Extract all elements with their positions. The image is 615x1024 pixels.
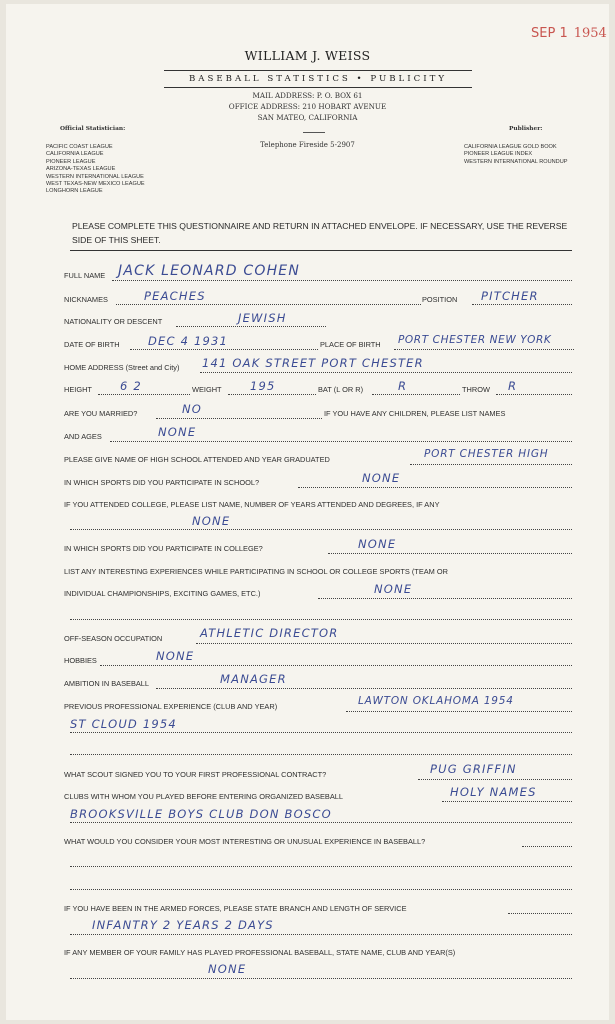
league-item: ARIZONA-TEXAS LEAGUE (46, 166, 116, 173)
label-off-season: OFF-SEASON OCCUPATION (64, 634, 163, 643)
letterhead-subtitle: BASEBALL STATISTICS • PUBLICITY (164, 70, 472, 88)
header-divider (303, 132, 325, 133)
label-height: HEIGHT (64, 385, 92, 394)
answer-prev-exp-2: ST CLOUD 1954 (70, 717, 177, 731)
answer-height: 6 2 (120, 379, 142, 393)
mail-address: MAIL ADDRESS: P. O. BOX 61 (252, 91, 363, 100)
answer-college-sports: NONE (358, 537, 397, 551)
answer-high-school: PORT CHESTER HIGH (424, 448, 549, 460)
league-item: LONGHORN LEAGUE (46, 188, 103, 195)
label-prev-exp: PREVIOUS PROFESSIONAL EXPERIENCE (CLUB AND YEAR) (64, 702, 278, 711)
answer-family: NONE (208, 962, 247, 976)
label-weight: WEIGHT (192, 385, 222, 394)
line-college (70, 529, 572, 530)
line-position (472, 304, 572, 305)
answer-dob: DEC 4 1931 (148, 334, 229, 348)
line-unusual-3 (70, 889, 572, 890)
line-bat (372, 394, 460, 395)
line-prev-exp-3 (70, 754, 572, 755)
label-college-sports: IN WHICH SPORTS DID YOU PARTICIPATE IN COLLEGE? (64, 544, 263, 553)
line-hobbies (100, 665, 572, 666)
label-nationality: NATIONALITY OR DESCENT (64, 317, 163, 326)
line-home-address (200, 372, 572, 373)
line-ambition (156, 688, 572, 689)
label-armed-forces: IF YOU HAVE BEEN IN THE ARMED FORCES, PLEASE STATE BRANCH AND LENGTH OF SERVICE (64, 904, 407, 913)
label-unusual: WHAT WOULD YOU CONSIDER YOUR MOST INTERESTING OR UNUSUAL EXPERIENCE IN BASEBALL? (64, 837, 426, 846)
league-item: WEST TEXAS-NEW MEXICO LEAGUE (46, 181, 145, 188)
label-family: IF ANY MEMBER OF YOUR FAMILY HAS PLAYED PROFESSIONAL BASEBALL, STATE NAME, CLUB AND YEAR(S) (64, 948, 456, 957)
line-dob (130, 349, 318, 350)
label-children: IF YOU HAVE ANY CHILDREN, PLEASE LIST NAMES (324, 409, 506, 418)
label-bat: BAT (L OR R) (318, 385, 364, 394)
league-item: CALIFORNIA LEAGUE (46, 151, 104, 158)
publications-list (464, 144, 568, 166)
line-full-name (112, 280, 572, 281)
label-home-address: HOME ADDRESS (Street and City) (64, 363, 180, 372)
label-throw: THROW (462, 385, 490, 394)
label-experiences-1: LIST ANY INTERESTING EXPERIENCES WHILE PARTICIPATING IN SCHOOL OR COLLEGE SPORTS (TEAM OR (64, 567, 448, 576)
label-hobbies: HOBBIES (64, 656, 97, 665)
publication-item: WESTERN INTERNATIONAL ROUNDUP (464, 158, 568, 165)
line-height (98, 394, 190, 395)
label-ambition: AMBITION IN BASEBALL (64, 679, 150, 688)
line-armed-forces-2 (70, 934, 572, 935)
answer-married: NO (182, 402, 203, 416)
answer-clubs-1: HOLY NAMES (450, 785, 537, 799)
line-throw (496, 394, 572, 395)
answer-prev-exp-1: LAWTON OKLAHOMA 1954 (358, 695, 514, 707)
line-hs-sports (298, 487, 572, 488)
label-scout: WHAT SCOUT SIGNED YOU TO YOUR FIRST PROFESSIONAL CONTRACT? (64, 770, 327, 779)
line-off-season (196, 643, 572, 644)
answer-home-address: 141 OAK STREET PORT CHESTER (202, 356, 424, 370)
telephone: Telephone Fireside 5-2907 (260, 141, 355, 149)
label-pob: PLACE OF BIRTH (320, 340, 381, 349)
answer-ambition: MANAGER (220, 672, 287, 686)
label-married: ARE YOU MARRIED? (64, 409, 138, 418)
answer-bat: R (398, 379, 408, 393)
label-college: IF YOU ATTENDED COLLEGE, PLEASE LIST NAME, NUMBER OF YEARS ATTENDED AND DEGREES, IF ANY (64, 500, 440, 509)
label-experiences-2: INDIVIDUAL CHAMPIONSHIPS, EXCITING GAMES, ETC.) (64, 589, 261, 598)
letterhead-title: WILLIAM J. WEISS (244, 48, 371, 63)
label-nicknames: NICKNAMES (64, 295, 108, 304)
answer-scout: PUG GRIFFIN (430, 762, 517, 776)
stamp-date: SEP 1 (531, 26, 568, 41)
answer-nicknames: PEACHES (144, 289, 206, 303)
instructions: PLEASE COMPLETE THIS QUESTIONNAIRE AND RETURN IN ATTACHED ENVELOPE. IF NECESSARY, USE THE REVERSE SIDE OF THIS SHEET. (72, 221, 568, 245)
answer-college: NONE (192, 514, 231, 528)
line-college-sports (328, 553, 572, 554)
label-high-school: PLEASE GIVE NAME OF HIGH SCHOOL ATTENDED AND YEAR GRADUATED (64, 455, 330, 464)
line-unusual (522, 846, 572, 847)
league-item: PACIFIC COAST LEAGUE (46, 144, 113, 150)
line-prev-exp-2 (70, 732, 572, 733)
answer-hobbies: NONE (156, 649, 195, 663)
line-weight (228, 394, 316, 395)
line-family (70, 978, 572, 979)
right-column-heading: Publisher: (509, 126, 543, 132)
answer-ages: NONE (158, 425, 197, 439)
answer-armed-forces: INFANTRY 2 YEARS 2 DAYS (92, 918, 274, 932)
line-experiences (318, 598, 572, 599)
league-list (46, 144, 145, 196)
label-full-name: FULL NAME (64, 271, 106, 280)
line-armed-forces (508, 913, 572, 914)
line-prev-exp (346, 711, 572, 712)
league-item: WESTERN INTERNATIONAL LEAGUE (46, 173, 144, 180)
line-scout (418, 779, 572, 780)
office-address: OFFICE ADDRESS: 210 HOBART AVENUE (228, 102, 387, 111)
line-unusual-2 (70, 866, 572, 867)
answer-weight: 195 (250, 379, 276, 393)
line-nationality (176, 326, 326, 327)
answer-pob: PORT CHESTER NEW YORK (398, 334, 552, 346)
answer-experiences: NONE (374, 582, 413, 596)
league-item: PIONEER LEAGUE (46, 158, 96, 165)
answer-clubs-2: BROOKSVILLE BOYS CLUB DON BOSCO (70, 807, 332, 821)
answer-throw: R (508, 379, 518, 393)
received-date-stamp (531, 26, 607, 41)
answer-full-name: JACK LEONARD COHEN (118, 263, 301, 279)
line-ages (110, 441, 572, 442)
publication-item: CALIFORNIA LEAGUE GOLD BOOK (464, 144, 557, 150)
label-dob: DATE OF BIRTH (64, 340, 120, 349)
answer-position: PITCHER (481, 289, 539, 303)
line-clubs-2 (70, 822, 572, 823)
questionnaire-sheet (6, 4, 609, 1020)
line-nicknames (116, 304, 421, 305)
instructions-divider (70, 250, 572, 251)
label-hs-sports: IN WHICH SPORTS DID YOU PARTICIPATE IN SCHOOL? (64, 478, 260, 487)
answer-off-season: ATHLETIC DIRECTOR (200, 626, 339, 640)
publication-item: PIONEER LEAGUE INDEX (464, 151, 533, 158)
line-clubs (442, 801, 572, 802)
answer-nationality: JEWISH (238, 311, 287, 325)
line-experiences-extra (70, 619, 572, 620)
left-column-heading: Official Statistician: (60, 126, 126, 132)
city-address: SAN MATEO, CALIFORNIA (257, 113, 358, 122)
line-high-school (410, 464, 572, 465)
line-pob (394, 349, 574, 350)
label-position: POSITION (422, 295, 458, 304)
label-clubs: CLUBS WITH WHOM YOU PLAYED BEFORE ENTERING ORGANIZED BASEBALL (64, 792, 343, 801)
answer-hs-sports: NONE (362, 471, 401, 485)
line-married (156, 418, 322, 419)
label-ages: AND AGES (64, 432, 102, 441)
stamp-year: 1954 (573, 26, 607, 41)
